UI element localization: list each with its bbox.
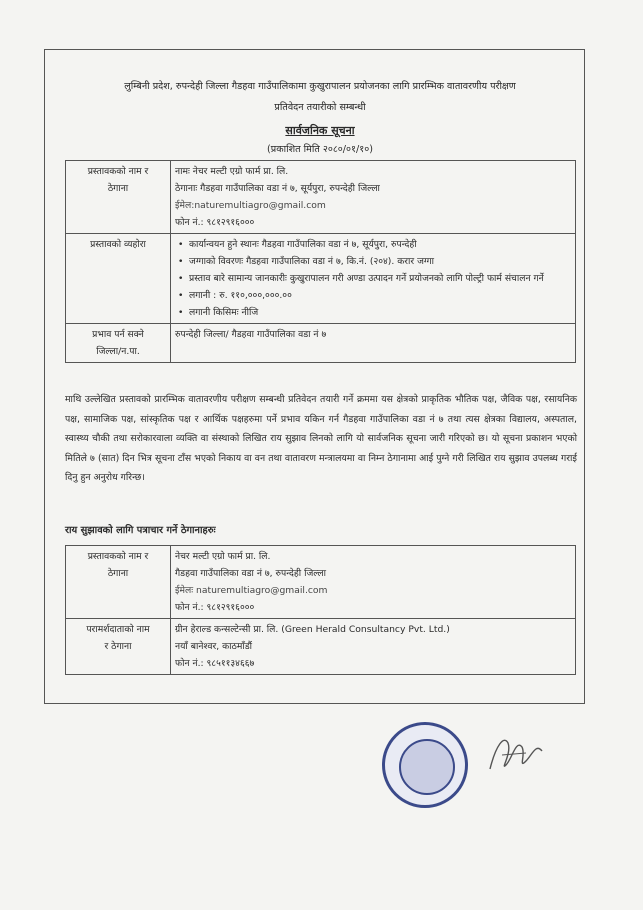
signature-icon [482, 725, 552, 785]
affected-label-2: जिल्ला/न.पा. [96, 346, 140, 357]
consultant-label-1: परामर्शदाताको नाम [86, 624, 150, 635]
consultant-label-cell [66, 619, 171, 675]
proponent-label-cell [66, 161, 171, 234]
contact-proponent-phone: फोन नं.: ९८१२९१६००० [175, 602, 255, 613]
consultant-address: नयाँ बानेश्वर, काठमाँडौं [175, 641, 253, 652]
proponent-email: ईमेल:naturemultiagro@gmail.com [175, 200, 326, 211]
proponent-label-1: प्रस्तावकको नाम र [87, 166, 149, 177]
contact-table [65, 545, 576, 675]
proponent-value-cell [171, 161, 576, 234]
affected-value: रुपन्देही जिल्ला/ गैडहवा गाउँपालिका वडा नं ७ [175, 329, 327, 340]
table-row [66, 324, 576, 363]
notice-title: सार्वजनिक सूचना [285, 124, 355, 137]
contact-proponent-label-1: प्रस्तावकको नाम र [87, 551, 149, 562]
seal-emblem-icon [399, 739, 455, 795]
company-seal-icon [382, 722, 468, 808]
affected-value-cell [171, 324, 576, 363]
details-list [175, 236, 571, 321]
list-item: • कार्यान्वयन हुने स्थानः गैडहवा गाउँपालिका वडा नं ७, सूर्यपुरा, रुपन्देही [189, 236, 571, 253]
heading-line-2: प्रतिवेदन तयारीको सम्बन्धी [274, 102, 366, 113]
list-item: • प्रस्ताव बारे सामान्य जानकारीः कुखुरापालन गरी अण्डा उत्पादन गर्ने प्रयोजनको लागि पोल्ट्री फार्म संचालन गर्ने [189, 270, 571, 287]
contact-proponent-label-2: ठेगाना [107, 568, 129, 579]
list-item: • लगानी किसिमः नीजि [189, 304, 571, 321]
details-label: प्रस्तावको व्यहोरा [90, 239, 146, 250]
proposal-table [65, 160, 576, 363]
table-row [66, 234, 576, 324]
table-row [66, 161, 576, 234]
contact-proponent-name: नेचर मल्टी एग्रो फार्म प्रा. लि. [175, 551, 271, 562]
details-value-cell [171, 234, 576, 324]
consultant-name: ग्रीन हेराल्ड कन्सल्टेन्सी प्रा. लि. (Green Herald Consultancy Pvt. Ltd.) [175, 624, 450, 635]
list-item: • लगानी : रु. ११०,०००,०००.०० [189, 287, 571, 304]
consultant-phone: फोन नं.: ९८५११३४६६७ [175, 658, 255, 669]
contact-proponent-label-cell [66, 546, 171, 619]
affected-label-cell [66, 324, 171, 363]
consultant-label-2: र ठेगाना [104, 641, 132, 652]
notice-body: माथि उल्लेखित प्रस्तावको प्रारम्भिक वातावरणीय परीक्षण सम्बन्धी प्रतिवेदन तयारी गर्ने क्रममा यस क्षेत्रको प्राकृतिक भौतिक पक्ष, जैविक पक्ष, रसायनिक पक्ष, सामाजिक पक्ष, सांस्कृतिक पक्ष र आर्थिक पक्षहरुमा पर्ने प्रभाव यकिन गर्न गैडहवा गाउँपालिका वडा नं ७ तथा त्यस क्षेत्रका विद्यालय, अस्पताल, स्वास्थ्य चौकी तथा सरोकारवाला व्यक्ति वा संस्थाको लिखित राय सुझाव लिनको लागि यो सार्वजनिक सूचना जारी गरिएको छ। यो सूचना प्रकाशन भएको मितिले ७ (सात) दिन भित्र सूचना टाँस भएको निकाय वा वन तथा वातावरण मन्त्रालयमा वा निम्न ठेगानामा आई पुग्ने गरी लिखित राय सुझाव उपलब्ध गराई दिनु हुन अनुरोध गरिन्छ। [65, 394, 577, 483]
contact-proponent-value-cell [171, 546, 576, 619]
published-date: (प्रकाशित मिति २०८०/०१/१०) [267, 144, 373, 155]
proponent-address: ठेगानाः गैडहवा गाउँपालिका वडा नं ७, सूर्यपुरा, रुपन्देही जिल्ला [175, 183, 380, 194]
proponent-label-2: ठेगाना [107, 183, 129, 194]
table-row [66, 546, 576, 619]
proponent-phone: फोन नं.: ९८१२९१६००० [175, 217, 255, 228]
table-row [66, 619, 576, 675]
proponent-name: नामः नेचर मल्टी एग्रो फार्म प्रा. लि. [175, 166, 289, 177]
heading-line-1: लुम्बिनी प्रदेश, रुपन्देही जिल्ला गैडहवा गाउँपालिकामा कुखुरापालन प्रयोजनका लागि प्रारम्भिक वातावरणीय परीक्षण [124, 81, 516, 92]
consultant-value-cell [171, 619, 576, 675]
list-item: • जग्गाको विवरणः गैडहवा गाउँपालिका वडा नं ७, कि.नं. (२०४). करार जग्गा [189, 253, 571, 270]
contact-proponent-email: ईमेलः naturemultiagro@gmail.com [175, 585, 328, 596]
address-heading: राय सुझावको लागि पत्राचार गर्ने ठेगानाहरुः [65, 525, 216, 536]
affected-label-1: प्रभाव पर्न सक्ने [92, 329, 144, 340]
details-label-cell [66, 234, 171, 324]
contact-proponent-address: गैडहवा गाउँपालिका वडा नं ७, रुपन्देही जिल्ला [175, 568, 327, 579]
